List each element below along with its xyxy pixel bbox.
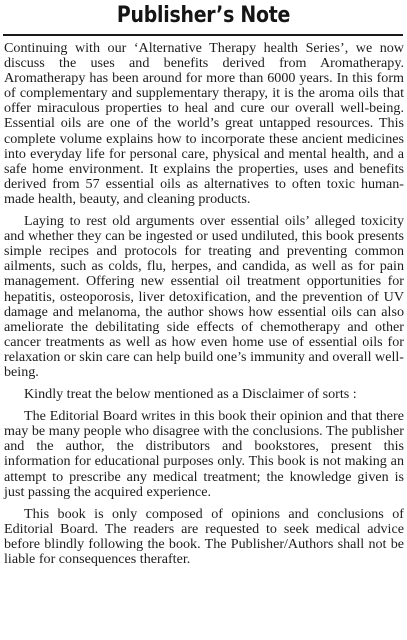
paragraph-intro: Continuing with our ‘Alternative Therapy health Series’, we now discuss the uses and benefits derived from Aromatherapy. Aromatherapy has been around for more than 6000 years. In this form of complementary and supplementary therapy, it is the aroma oils that offer miraculous properties to heal and cure our overall well-being. Essential oils are one of the world’s great untapped resources. This complete volume explains how to incorporate these ancient medicines into everyday life for personal care, physical and mental health, and a safe home environment. It explains the properties, uses and benefits derived from 57 essential oils as alternatives to often toxic human-made health, beauty, and cleaning products. [4,40,404,207]
paragraph-editorial-board: The Editorial Board writes in this book their opinion and that there may be many people who disagree with the conclusions. The publisher and the author, the distributors and bookstores, present this information for educational purposes only. This book is not making an attempt to prescribe any medical treatment; the knowledge given is just passing the acquired experience. [4,408,404,500]
note-body [4,41,404,574]
paragraph-disclaimer-heading: Kindly treat the below mentioned as a Disclaimer of sorts : [24,386,357,403]
title-divider [3,34,403,36]
paragraph-toxicity: Laying to rest old arguments over essential oils’ alleged toxicity and whether they can be ingested or used undiluted, this book presents simple recipes and protocols for treating and preventing common ailments, such as colds, flu, herpes, and candida, as well as for pain management. Offering new essential oil treatment opportunities for hepatitis, osteoporosis, liver detoxification, and the prevention of UV damage and melanoma, the author shows how essential oils can also ameliorate the debilitating side effects of chemotherapy and other cancer treatments as well as how even home use of essential oils for relaxation or skin care can help build one’s immunity and overall well-being. [4,213,404,380]
paragraph-liability: This book is only composed of opinions and conclusions of Editorial Board. The readers are requested to seek medical advice before blindly following the book. The Publisher/Authors shall not be liable for consequences therafter. [4,505,404,567]
page-title: Publisher’s Note [116,3,291,28]
